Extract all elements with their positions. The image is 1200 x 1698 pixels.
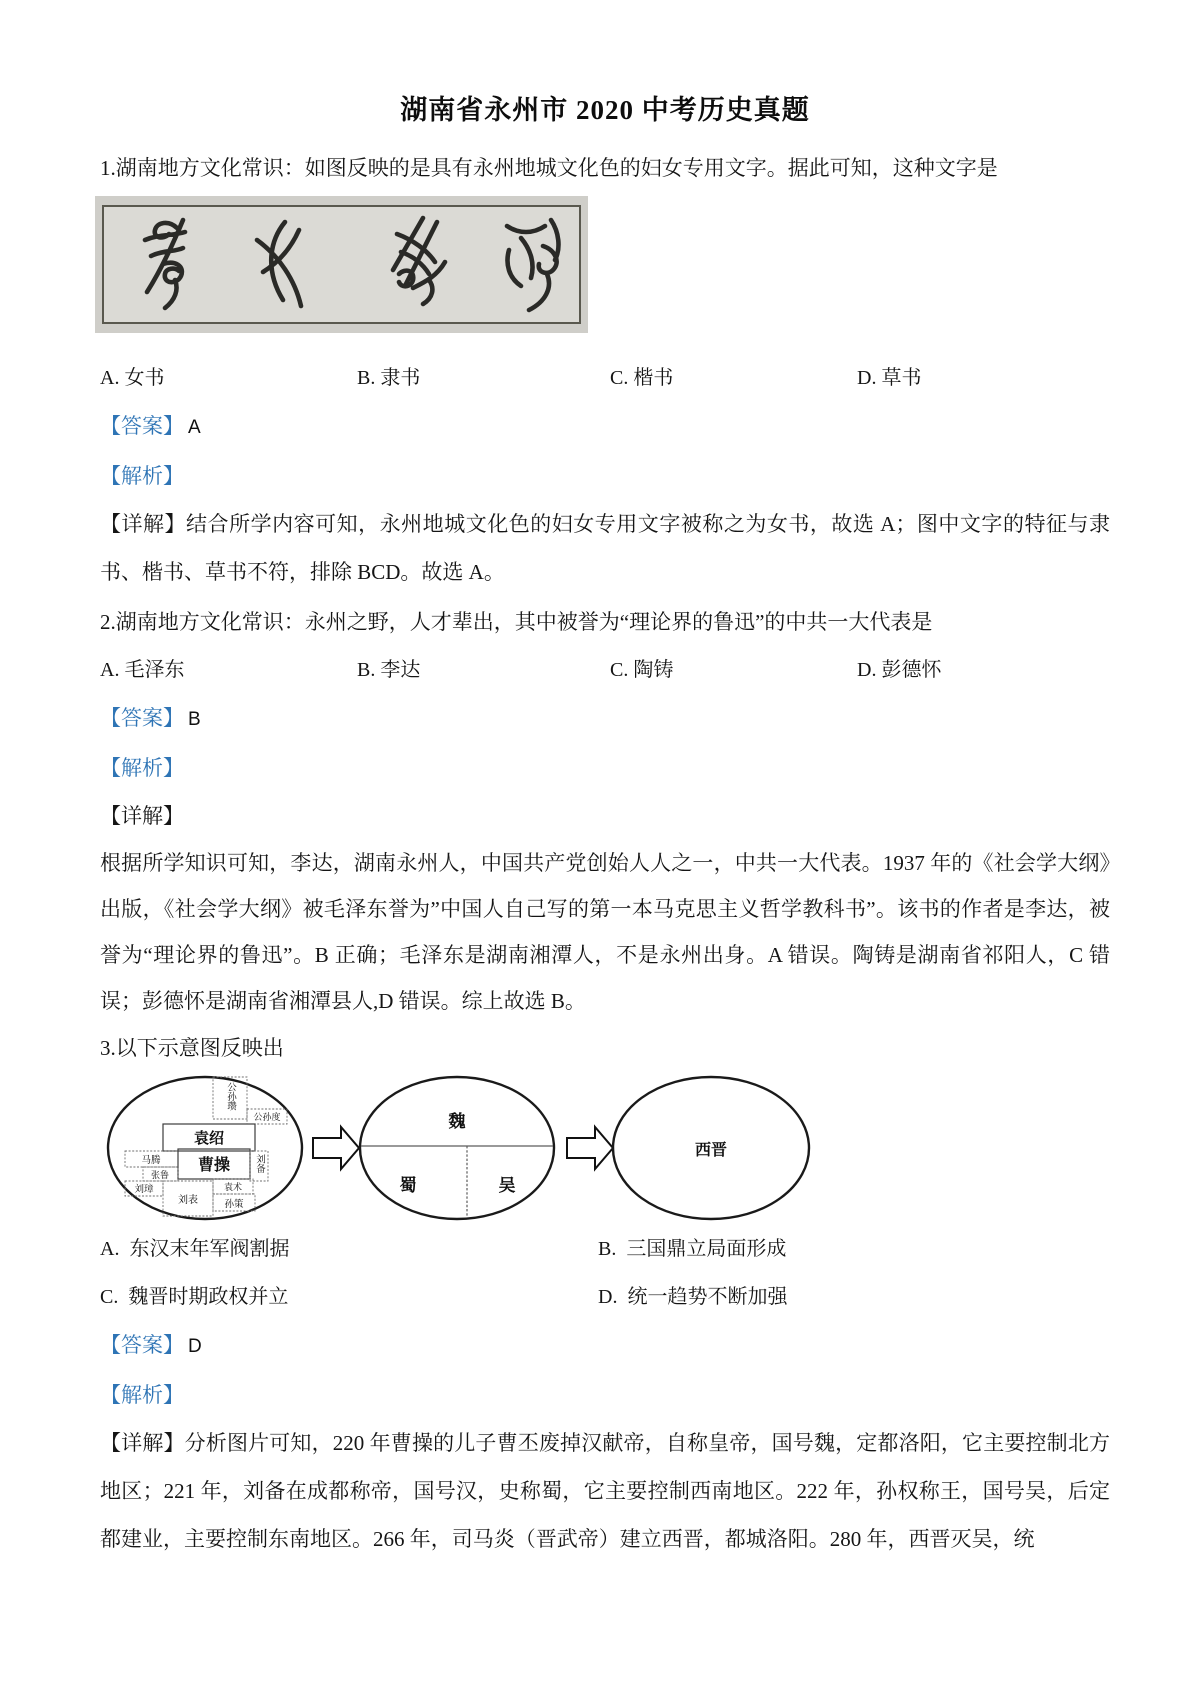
warlord-label-caocao: 曹操 [197,1157,231,1174]
warlord-label-mateng: 马腾 [141,1156,161,1166]
three-kingdoms-diagram [105,1075,817,1221]
answer-value: B [188,709,201,730]
question-2-option-b: B. 李达 [357,659,421,681]
state-label-wei: 魏 [448,1112,466,1131]
state-label-wu: 吴 [498,1176,516,1195]
question-2-option-d: D. 彭德怀 [857,659,942,681]
question-3-options [100,1225,1110,1321]
question-3-stem: 3.以下示意图反映出 [100,1036,284,1060]
nushu-script-svg [95,196,588,333]
question-1-stem: 1.湖南地方文化常识：如图反映的是具有永州地城文化色的妇女专用文字。据此可知，这种文字是 [100,156,998,180]
question-2 [100,598,1110,1024]
warlord-label-gongsunzan: 公孙瓒 [225,1082,235,1111]
warlord-label-liubei: 刘备 [254,1154,264,1173]
answer-label: 【答案】 [100,706,184,730]
question-3-detail: 【详解】分析图片可知，220 年曹操的儿子曹丕废掉汉献帝，自称皇帝，国号魏，定都洛阳，它主要控制北方地区；221 年，刘备在成都称帝，国号汉，史称蜀，它主要控制西南地区。222 年，孙权称王，国号吴，后定都建业，主要控制东南地区。266 年，司马炎（晋武帝）建立西晋，都城洛阳。280 年，西晋灭吴，统 [100,1431,1110,1551]
question-2-options [100,646,1110,694]
question-3-option-a: A. 东汉末年军阀割据 [100,1238,290,1260]
question-2-detail-label: 【详解】 [100,804,184,828]
question-1-option-a: A. 女书 [100,367,165,389]
question-2-option-c: C. 陶铸 [610,659,674,681]
question-1-options [100,354,1110,402]
document-title: 湖南省永州市 2020 中考历史真题 [400,95,810,125]
question-1-answer-line [100,402,1110,452]
question-2-detail: 根据所学知识可知，李达，湖南永州人，中国共产党创始人人之一，中共一大代表。1937 年的《社会学大纲》出版，《社会学大纲》被毛泽东誉为”中国人自己写的第一本马克思主义哲学教科书”。该书的作者是李达，被誉为“理论界的鲁迅”。B 正确；毛泽东是湖南湘潭人，不是永州出身。A 错误。陶铸是湖南省祁阳人，C 错误；彭德怀是湖南省湘潭县人,D 错误。综上故选 B。 [100,851,1110,1013]
warlord-label-zhanglu: 张鲁 [150,1170,170,1180]
answer-label: 【答案】 [100,1333,184,1357]
question-2-stem: 2.湖南地方文化常识：永州之野，人才辈出，其中被誉为“理论界的鲁迅”的中共一大代表是 [100,610,933,634]
question-1 [100,144,1110,596]
right-arrow-icon [567,1127,613,1169]
question-2-analysis-label: 【解析】 [100,756,184,780]
warlord-label-sunce: 孙策 [224,1200,244,1210]
question-1-option-b: B. 隶书 [357,367,421,389]
answer-value: D [188,1336,202,1357]
question-3-option-c: C. 魏晋时期政权并立 [100,1286,289,1308]
question-1-option-d: D. 草书 [857,367,922,389]
nushu-script-image [95,196,588,333]
question-3 [100,1024,1110,1563]
question-1-analysis-label: 【解析】 [100,464,184,488]
right-arrow-icon [313,1127,359,1169]
wei-shu-wu-circle [360,1077,554,1219]
warlord-label-liuzhang: 刘璋 [134,1185,154,1195]
question-3-option-d: D. 统一趋势不断加强 [598,1286,788,1308]
state-label-shu: 蜀 [399,1176,417,1195]
warlord-label-yuanshao: 袁绍 [193,1131,225,1147]
answer-value: A [188,417,201,438]
question-3-analysis-label: 【解析】 [100,1383,184,1407]
question-1-option-c: C. 楷书 [610,367,674,389]
question-3-option-b: B. 三国鼎立局面形成 [598,1238,787,1260]
question-3-answer-line [100,1321,1110,1371]
western-jin-circle [613,1077,809,1219]
warlord-label-yuanshu: 袁术 [223,1182,243,1192]
question-2-answer-line [100,694,1110,744]
state-label-western-jin: 西晋 [694,1142,728,1159]
three-kingdoms-diagram-svg [105,1075,817,1221]
warlord-label-liubiao: 刘表 [178,1195,198,1206]
question-1-detail: 【详解】结合所学内容可知，永州地城文化色的妇女专用文字被称之为女书，故选 A；图中文字的特征与隶书、楷书、草书不符，排除 BCD。故选 A。 [100,512,1110,584]
warlord-label-gongsundu: 公孙度 [253,1112,281,1122]
answer-label: 【答案】 [100,414,184,438]
question-2-option-a: A. 毛泽东 [100,659,185,681]
warlords-circle [108,1077,302,1219]
